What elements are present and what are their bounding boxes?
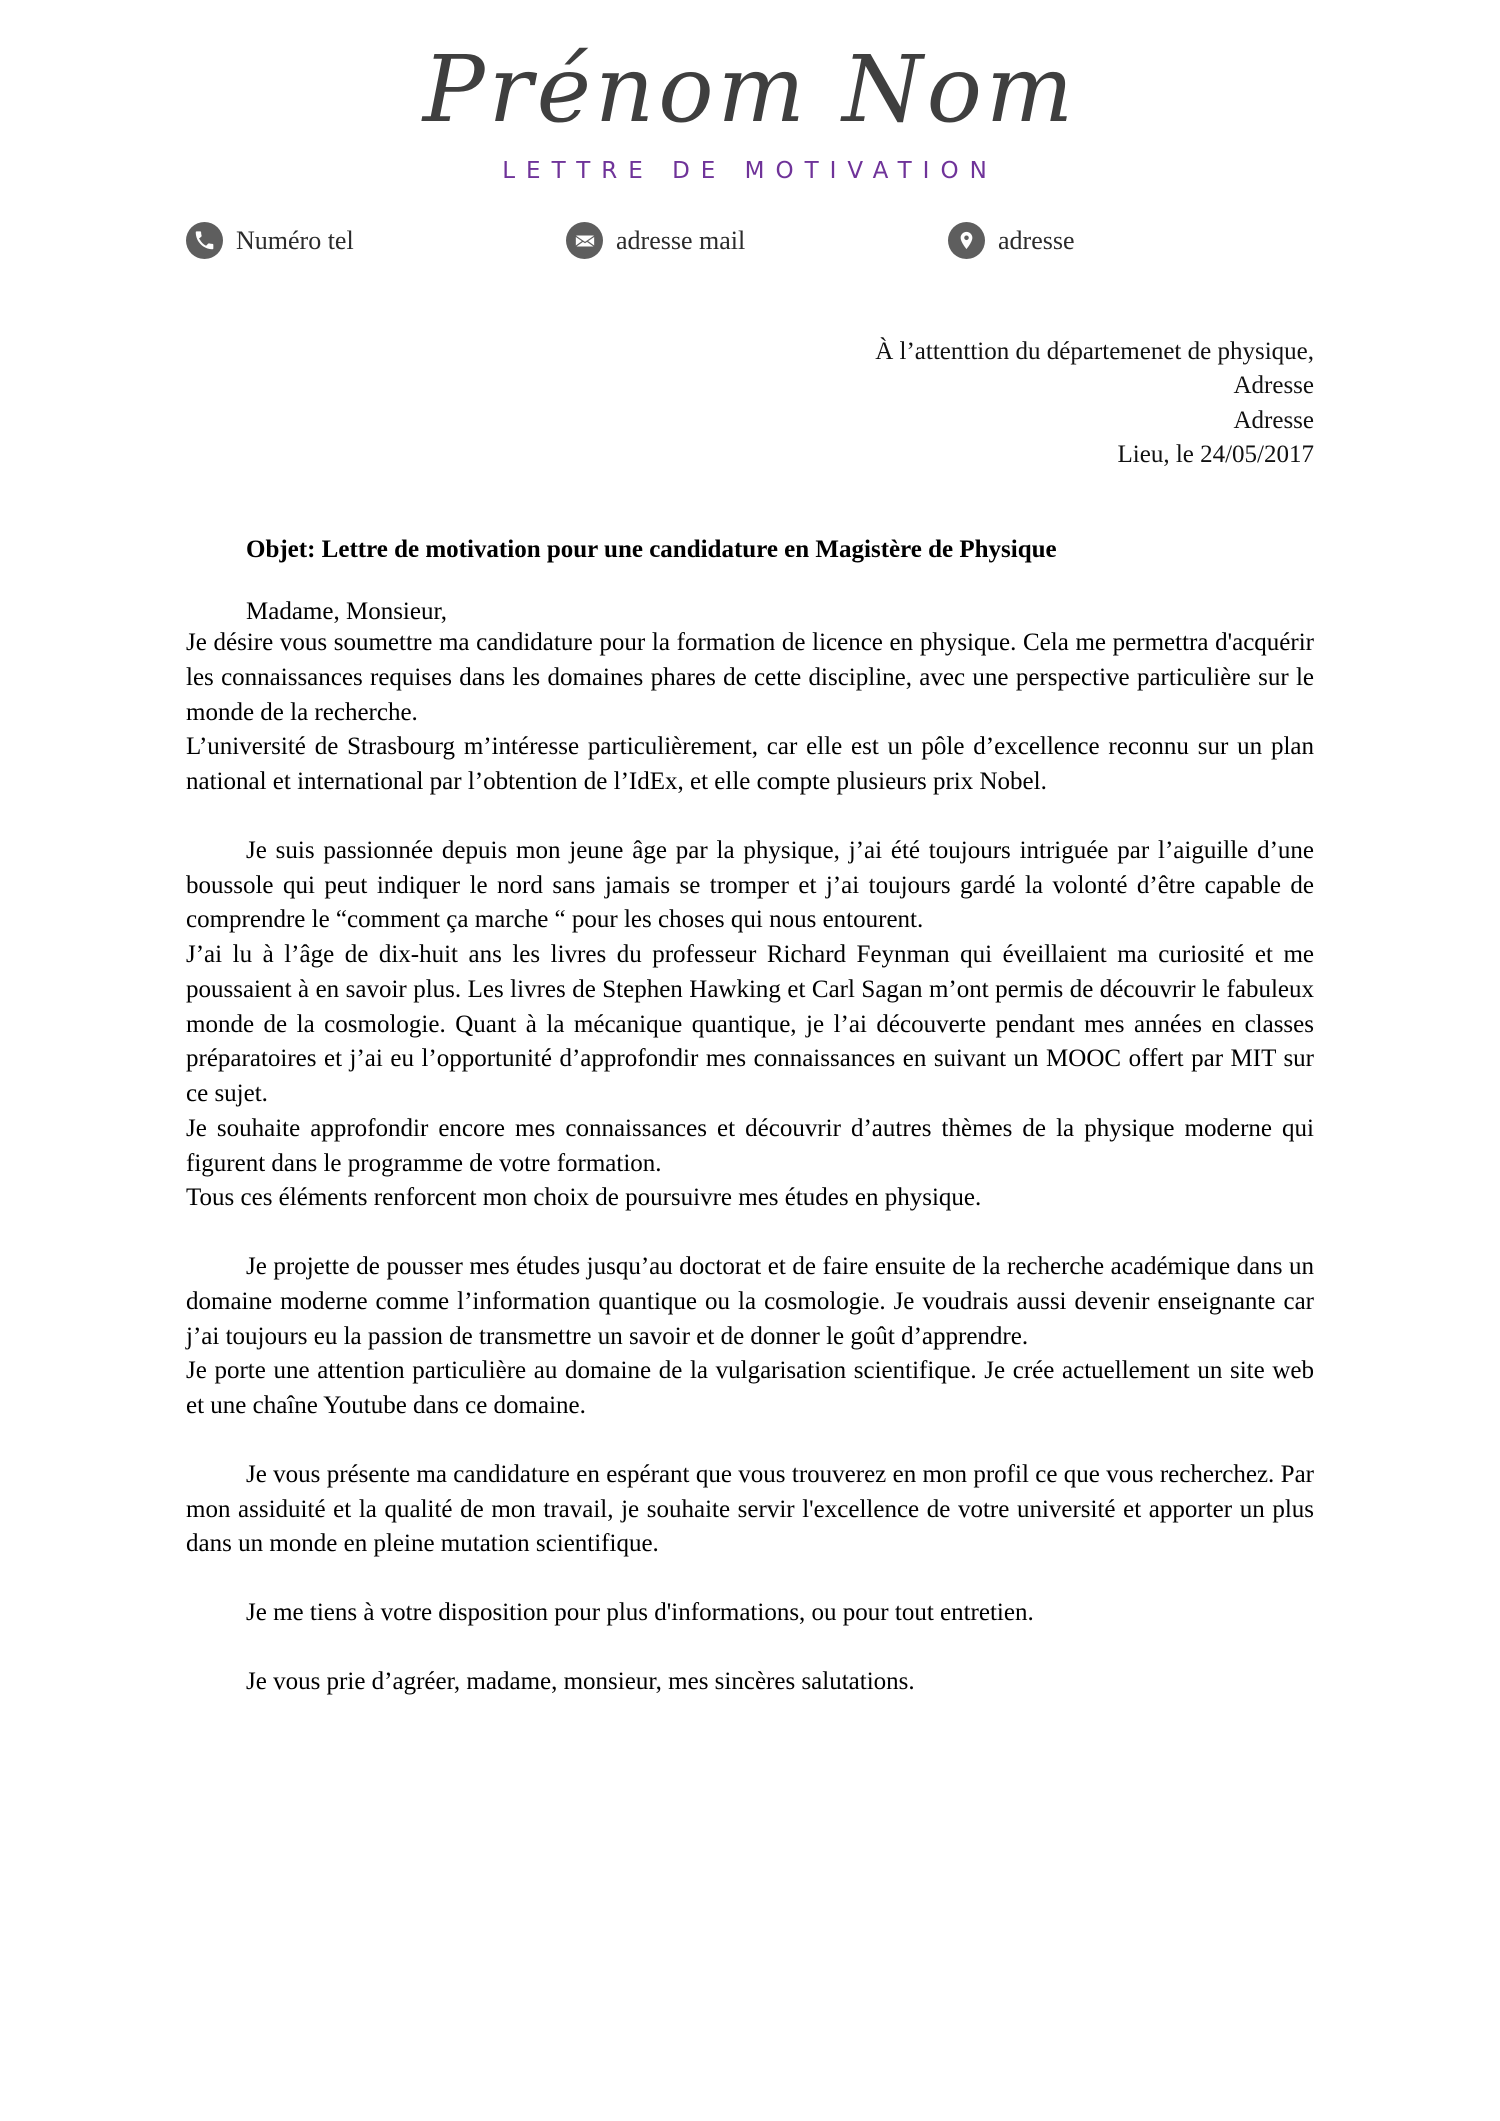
contact-item-address[interactable] [948, 222, 1248, 259]
contact-item-email[interactable] [566, 222, 948, 259]
paragraph: Je désire vous soumettre ma candidature pour la formation de licence en physique. Cela me permettra d'acquérir les connaissances requises dans les domaines phares de cette discipline, avec une perspective particulière sur le monde de la recherche. [186, 629, 1314, 726]
contact-label-email: adresse mail [616, 225, 746, 255]
contact-label-address: adresse [998, 225, 1075, 255]
phone-icon [186, 222, 223, 259]
paragraph: Je suis passionnée depuis mon jeune âge par la physique, j’ai été toujours intriguée par l’aiguille d’une boussole qui peut indiquer le nord sans jamais se tromper et j’ai toujours gardé la volonté d’être capable de comprendre le “comment ça marche “ pour les choses qui nous entourent. [186, 836, 1314, 934]
salutation: Madame, Monsieur, [246, 598, 448, 625]
recipient-line-address-2: Adresse [1233, 406, 1314, 434]
letter-header [0, 0, 1500, 184]
page-title: Prénom Nom [422, 36, 1078, 143]
contact-item-phone[interactable] [186, 222, 566, 259]
subject-line: Objet: Lettre de motivation pour une candidature en Magistère de Physique [246, 536, 1057, 563]
paragraph: Je projette de pousser mes études jusqu’au doctorat et de faire ensuite de la recherche académique dans un domaine moderne comme l’information quantique ou la cosmologie. Je voudrais aussi devenir enseignante car j’ai toujours eu la passion de transmettre un savoir et de donner le goût d’apprendre. [186, 1253, 1314, 1350]
map-pin-icon [948, 222, 985, 259]
paragraph: Je porte une attention particulière au domaine de la vulgarisation scientifique. Je crée actuellement un site web et une chaîne Youtube dans ce domaine. [186, 1357, 1314, 1419]
recipient-block [0, 335, 1500, 472]
contact-row [0, 222, 1500, 259]
paragraph: Je vous présente ma candidature en espérant que vous trouverez en mon profil ce que vous recherchez. Par mon assiduité et la qualité de mon travail, je souhaite servir l'excellence de votre université et apporter un plus dans un monde en pleine mutation scientifique. [186, 1460, 1314, 1558]
document-subtitle: LETTRE DE MOTIVATION [502, 158, 998, 184]
recipient-line-place-date: Lieu, le 24/05/2017 [1117, 440, 1314, 468]
paragraph: L’université de Strasbourg m’intéresse particulièrement, car elle est un pôle d’excellence reconnu sur un plan national et international par l’obtention de l’IdEx, et elle compte plusieurs prix Nobel. [186, 733, 1314, 795]
envelope-icon [566, 222, 603, 259]
recipient-line-attention: À l’attenttion du départemenet de physique, [875, 338, 1314, 365]
recipient-line-address-1: Adresse [1233, 372, 1314, 400]
contact-label-phone: Numéro tel [236, 225, 354, 255]
letter-body [0, 536, 1500, 1700]
closing-salutation: Je vous prie d’agréer, madame, monsieur, mes sincères salutations. [246, 1667, 915, 1695]
paragraph: J’ai lu à l’âge de dix-huit ans les livres du professeur Richard Feynman qui éveillaient ma curiosité et me poussaient à en savoir plus. Les livres de Stephen Hawking et Carl Sagan m’ont permis de découvrir le fabuleux monde de la cosmologie. Quant à la mécanique quantique, je l’ai découverte pendant mes années en classes préparatoires et j’ai eu l’opportunité d’approfondir mes connaissances en suivant un MOOC offert par MIT sur ce sujet. [186, 941, 1314, 1107]
paragraph: Tous ces éléments renforcent mon choix de poursuivre mes études en physique. [186, 1184, 982, 1212]
closing-availability: Je me tiens à votre disposition pour plus d'informations, ou pour tout entretien. [246, 1599, 1034, 1626]
paragraph: Je souhaite approfondir encore mes connaissances et découvrir d’autres thèmes de la physique moderne qui figurent dans le programme de votre formation. [186, 1114, 1314, 1177]
